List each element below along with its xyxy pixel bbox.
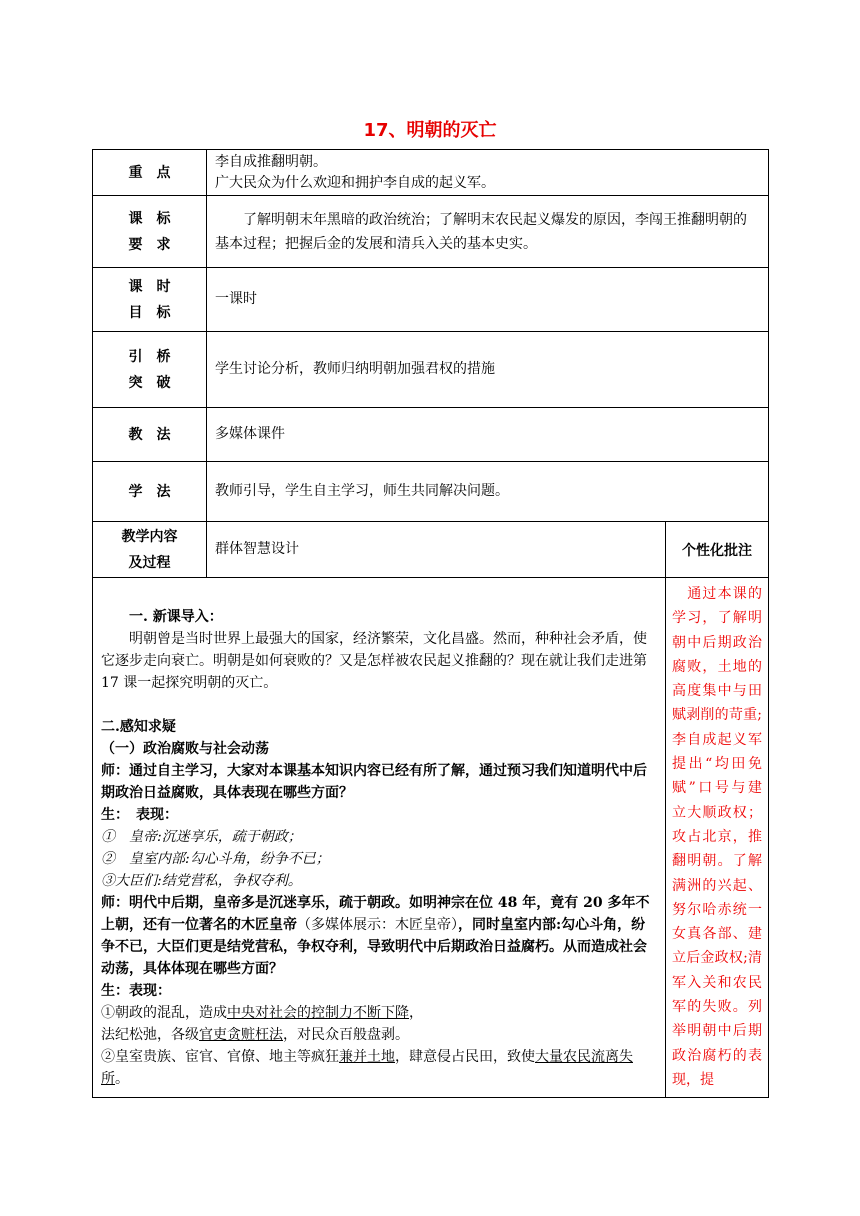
point-2-a: 法纪松弛，各级 [101, 1027, 199, 1043]
section-2-subtitle: （一）政治腐败与社会动荡 [101, 741, 269, 757]
row-guide [93, 332, 769, 408]
row-focus [93, 150, 769, 196]
label-hours-1: 课 时 [128, 278, 171, 295]
student-answer-1-label: 生： 表现： [101, 807, 178, 823]
focus-line-1: 李自成推翻明朝。 [215, 153, 327, 170]
label-process-1: 教学内容 [121, 528, 178, 545]
point-1-underlined: 中央对社会的控制力不断下降 [227, 1005, 409, 1021]
label-standard-1: 课 标 [128, 210, 171, 227]
value-hours: 一课时 [207, 268, 769, 332]
value-focus [207, 150, 769, 196]
personal-notes: 通过本课的学习，了解明朝中后期政治腐败，土地的高度集中与田赋剥削的苛重;李自成起义军提出“均田免赋”口号与建立大顺政权；攻占北京，推翻明朝。了解满洲的兴起、努尔哈赤统一女真各部、建立后金政权;清军入关和农民军的失败。列举明朝中后期政治腐朽的表现，提 [666, 578, 769, 1098]
point-2-underlined: 官吏贪赃枉法 [199, 1027, 283, 1043]
value-standard: 了解明朝末年黑暗的政治统治；了解明末农民起义爆发的原因，李闯王推翻明朝的基本过程；把握后金的发展和清兵入关的基本史实。 [207, 196, 769, 268]
header-personal-notes: 个性化批注 [666, 522, 769, 578]
label-hours [93, 268, 207, 332]
row-hours [93, 268, 769, 332]
label-teach: 教 法 [93, 408, 207, 462]
value-learn: 教师引导，学生自主学习，师生共同解决问题。 [207, 462, 769, 522]
row-learn [93, 462, 769, 522]
teacher-question-2-media: （多媒体展示：木匠皇帝） [297, 917, 458, 933]
label-guide [93, 332, 207, 408]
label-standard [93, 196, 207, 268]
label-focus: 重 点 [93, 150, 207, 196]
teacher-question-1: 师：通过自主学习，大家对本课基本知识内容已经有所了解，通过预习我们知道明代中后期政治日益腐败，具体表现在哪些方面？ [101, 763, 647, 801]
row-process-header [93, 522, 769, 578]
label-process-2: 及过程 [128, 554, 171, 571]
header-group-design: 群体智慧设计 [207, 522, 666, 578]
answer-item-3: ③大臣们:结党营私，争权夺利。 [101, 873, 302, 889]
value-teach: 多媒体课件 [207, 408, 769, 462]
point-2 [101, 1046, 657, 1090]
page-title: 17、明朝的灭亡 [363, 120, 497, 141]
label-process [93, 522, 207, 578]
point-3-underlined: 兼并土地 [339, 1049, 395, 1065]
point-1-continued [101, 1024, 657, 1046]
row-content [93, 578, 769, 1098]
teacher-question-2-part-1: 师：明代中后期，皇帝多是沉迷享乐，疏于朝政。如明神宗在位 48 年，竟有 20 多年不上朝，还有一位著名的木匠皇帝 [101, 895, 650, 933]
label-guide-2: 突 破 [128, 374, 171, 391]
label-learn: 学 法 [93, 462, 207, 522]
label-guide-1: 引 桥 [128, 348, 171, 365]
focus-line-2: 广大民众为什么欢迎和拥护李自成的起义军。 [215, 174, 495, 191]
section-1-title: 一. 新课导入： [129, 609, 223, 625]
point-2-b: ，对民众百般盘剥。 [283, 1027, 409, 1043]
answer-item-1: ① 皇帝:沉迷享乐，疏于朝政； [101, 829, 302, 845]
teacher-question-2 [101, 892, 657, 980]
point-1-b: ， [409, 1005, 423, 1021]
answer-item-2: ② 皇室内部:勾心斗角，纷争不已； [101, 851, 330, 867]
point-1-a: ①朝政的混乱，造成 [101, 1005, 227, 1021]
point-3-b: ，肆意侵占民田，致使 [395, 1049, 535, 1065]
value-guide: 学生讨论分析，教师归纳明朝加强君权的措施 [207, 332, 769, 408]
label-standard-2: 要 求 [128, 236, 171, 253]
teacher-question-2-part-2: ，同时皇室内部:勾心斗角，纷争不已，大臣们更是结党营私，争权夺利，导致明代中后期政治日益腐朽。从而造成社会动荡，具体体现在哪些方面？ [101, 917, 647, 977]
point-3-a: ②皇室贵族、宦官、官僚、地主等疯狂 [101, 1049, 339, 1065]
section-1-text: 明朝曾是当时世界上最强大的国家，经济繁荣，文化昌盛。然而，种种社会矛盾，使它逐步走向衰亡。明朝是如何衰败的？又是怎样被农民起义推翻的？现在就让我们走进第 17 课一起探究明朝的灭亡。 [101, 631, 647, 691]
lesson-plan-table [92, 149, 769, 1098]
student-answer-2-label: 生：表现： [101, 983, 171, 999]
point-1 [101, 1002, 657, 1024]
section-2-title: 二.感知求疑 [101, 719, 176, 735]
point-3-underlined-2: 大量农民流离失所 [101, 1049, 633, 1087]
point-3-c: 。 [115, 1071, 129, 1087]
lesson-content [93, 578, 666, 1098]
row-teach [93, 408, 769, 462]
row-standard [93, 196, 769, 268]
label-hours-2: 目 标 [128, 304, 171, 321]
